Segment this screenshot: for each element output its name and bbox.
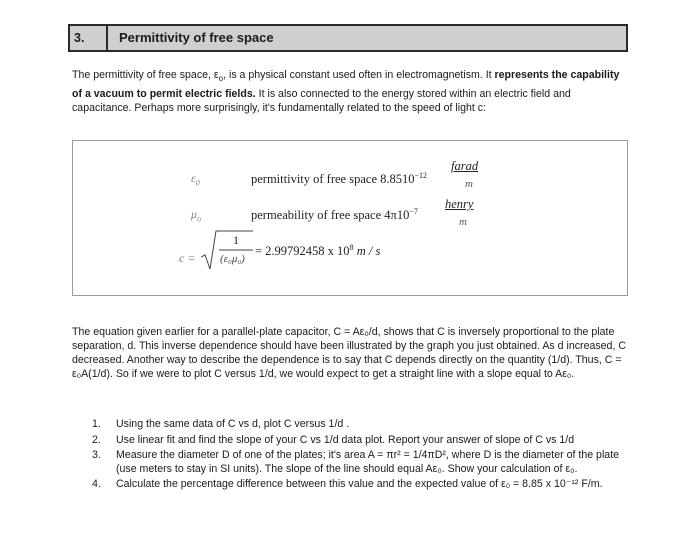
formula-image <box>72 140 628 296</box>
c-lhs: c = <box>179 251 196 265</box>
step-item <box>92 478 632 492</box>
permittivity-definition: permittivity of free space $8.8510^{-12}$ <box>251 171 428 187</box>
step-number: 3. <box>92 449 101 462</box>
instruction-steps <box>92 418 632 494</box>
step-text: Measure the diameter D of one of the plates; it's area A = πr² = 1/4πD², where D is the diameter of the plate (use meters to stay in SI units). The slope of the line should equal Aε₀. Show your calculation of ε₀. <box>116 449 620 475</box>
mu-symbol: $\mu_o$ <box>191 207 202 224</box>
capacitor-paragraph: The equation given earlier for a parallel-plate capacitor, C = Aε₀/d, shows that C is inversely proportional to the plate separation, d. This inverse dependence should have been illustrated by the graph you just obtained. As d increased, C decreased. Another way to describe the dependence is to say that C depends directly on the quantity (1/d). Thus, C = ε₀A(1/d). So if we were to plot C versus 1/d, we would expect to get a straight line with a slope equal to Aε₀. <box>72 326 626 380</box>
intro-text-3: It is also connected to the energy stored within an electric field and capacitance. Perhaps more surprisingly, it's fundamentally related to the speed of light c: <box>72 87 571 114</box>
permeability-definition: permeability of free space $4\pi 10^{-7}$ <box>251 207 418 223</box>
c-denominator: (ε₀μ₀) <box>220 253 245 265</box>
farad-unit: farad <box>451 159 479 173</box>
step-number: 4. <box>92 478 101 491</box>
step-item <box>92 434 632 448</box>
step-text: Using the same data of C vs d, plot C versus 1/d . <box>116 418 350 430</box>
intro-bold-text: represents the capability of a vacuum to permit electric fields. <box>72 69 620 100</box>
c-numerator: 1 <box>233 233 239 247</box>
step-number: 2. <box>92 433 101 446</box>
step-number: 1. <box>92 418 101 430</box>
section-title: Permittivity of free space <box>119 30 274 45</box>
henry-unit: henry <box>445 197 474 211</box>
intro-text-2: , is a physical constant used often in electromagnetism. It <box>223 69 495 81</box>
step-item <box>92 418 632 432</box>
intro-eps-sub: o <box>218 74 224 84</box>
step-item <box>92 449 632 476</box>
farad-unit-denominator: m <box>465 178 473 190</box>
step-text: Calculate the percentage difference between this value and the expected value of ε₀ = 8.85 x 10⁻¹² F/m. <box>116 478 603 491</box>
step-text: Use linear fit and find the slope of your C vs 1/d data plot. Report your answer of slope of C vs 1/d <box>116 433 575 446</box>
intro-text-1: The permittivity of free space, ε <box>72 69 219 81</box>
section-header <box>68 24 628 52</box>
intro-paragraph <box>72 68 630 115</box>
epsilon-symbol: $\varepsilon_0$ <box>191 171 200 188</box>
henry-unit-denominator: m <box>459 216 467 228</box>
speed-of-light-result: = 2.99792458 x $10^8$ m / s <box>255 243 381 259</box>
square-root-sign <box>201 229 253 273</box>
section-number: 3. <box>70 26 108 50</box>
